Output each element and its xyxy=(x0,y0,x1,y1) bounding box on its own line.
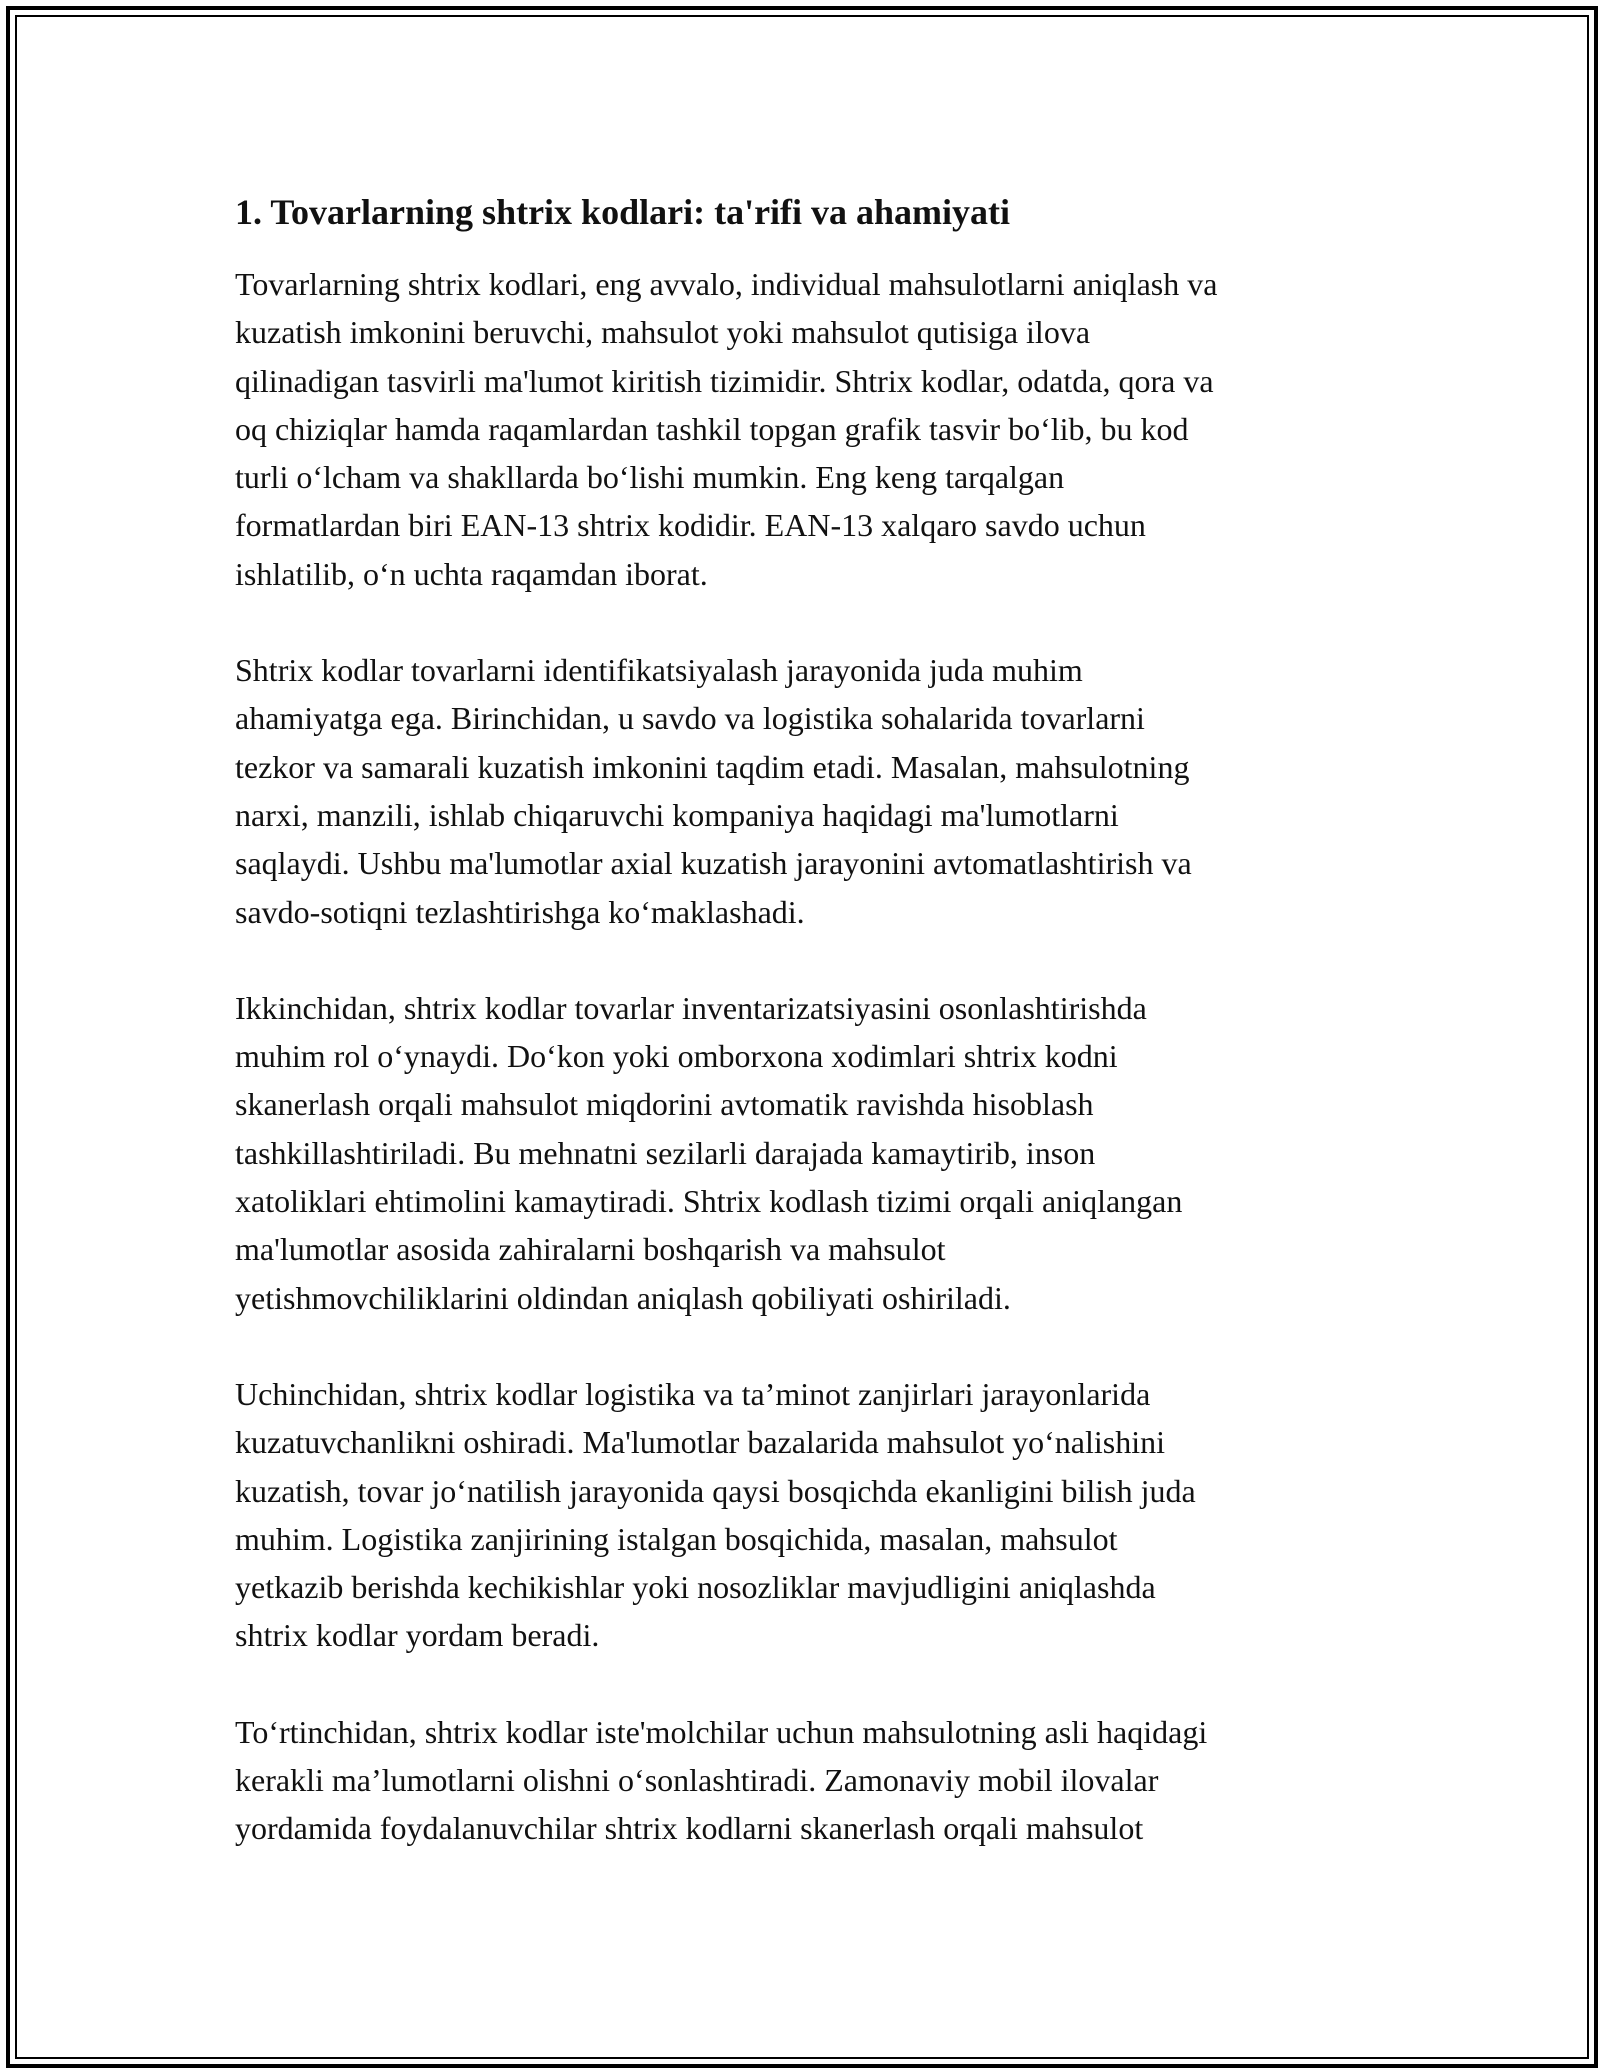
paragraph-2 xyxy=(235,646,1375,936)
document-body xyxy=(235,186,1375,1901)
paragraph-5 xyxy=(235,1708,1375,1853)
text-line: xatoliklari ehtimolini kamaytiradi. Shtrix kodlash tizimi orqali aniqlangan xyxy=(235,1183,1183,1220)
text-line: qilinadigan tasvirli ma'lumot kiritish tizimidir. Shtrix kodlar, odatda, qora va xyxy=(235,362,1214,399)
text-line: narxi, manzili, ishlab chiqaruvchi kompaniya haqidagi ma'lumotlarni xyxy=(235,796,1119,833)
text-line: savdo-sotiqni tezlashtirishga ko‘maklashadi. xyxy=(235,893,805,930)
text-line: muhim rol o‘ynaydi. Do‘kon yoki omborxona xodimlari shtrix kodni xyxy=(235,1038,1118,1075)
text-line: Uchinchidan, shtrix kodlar logistika va ta’minot zanjirlari jarayonlarida xyxy=(235,1375,1151,1412)
text-line: ishlatilib, o‘n uchta raqamdan iborat. xyxy=(235,555,708,592)
paragraph-4 xyxy=(235,1370,1375,1660)
text-line: oq chiziqlar hamda raqamlardan tashkil topgan grafik tasvir bo‘lib, bu kod xyxy=(235,410,1189,447)
text-line: yetishmovchiliklarini oldindan aniqlash qobiliyati oshiriladi. xyxy=(235,1279,1011,1316)
text-line: Ikkinchidan, shtrix kodlar tovarlar inventarizatsiyasini osonlashtirishda xyxy=(235,989,1147,1026)
text-line: kuzatuvchanlikni oshiradi. Ma'lumotlar bazalarida mahsulot yo‘nalishini xyxy=(235,1424,1165,1461)
text-line: yetkazib berishda kechikishlar yoki nosozliklar mavjudligini aniqlashda xyxy=(235,1569,1156,1606)
text-line: muhim. Logistika zanjirining istalgan bosqichida, masalan, mahsulot xyxy=(235,1520,1118,1557)
text-line: turli o‘lcham va shakllarda bo‘lishi mumkin. Eng keng tarqalgan xyxy=(235,459,1065,496)
text-line: formatlardan biri EAN-13 shtrix kodidir. EAN-13 xalqaro savdo uchun xyxy=(235,507,1146,544)
text-line: skanerlash orqali mahsulot miqdorini avtomatik ravishda hisoblash xyxy=(235,1086,1094,1123)
text-line: kerakli ma’lumotlarni olishni o‘sonlashtiradi. Zamonaviy mobil ilovalar xyxy=(235,1762,1159,1799)
text-line: Shtrix kodlar tovarlarni identifikatsiyalash jarayonida juda muhim xyxy=(235,652,1083,689)
text-line: shtrix kodlar yordam beradi. xyxy=(235,1617,600,1654)
text-line: tashkillashtiriladi. Bu mehnatni sezilarli darajada kamaytirib, inson xyxy=(235,1134,1096,1171)
paragraph-3 xyxy=(235,984,1375,1322)
paragraph-1 xyxy=(235,260,1375,598)
text-line: To‘rtinchidan, shtrix kodlar iste'molchilar uchun mahsulotning asli haqidagi xyxy=(235,1713,1208,1750)
text-line: tezkor va samarali kuzatish imkonini taqdim etadi. Masalan, mahsulotning xyxy=(235,748,1190,785)
text-line: Tovarlarning shtrix kodlari, eng avvalo, individual mahsulotlarni aniqlash va xyxy=(235,266,1218,302)
text-line: ma'lumotlar asosida zahiralarni boshqarish va mahsulot xyxy=(235,1231,946,1268)
section-heading: 1. Tovarlarning shtrix kodlari: ta'rifi va ahamiyati xyxy=(235,192,1011,232)
text-line: ahamiyatga ega. Birinchidan, u savdo va logistika sohalarida tovarlarni xyxy=(235,700,1145,737)
text-line: yordamida foydalanuvchilar shtrix kodlarni skanerlash orqali mahsulot xyxy=(235,1810,1144,1847)
text-line: kuzatish imkonini beruvchi, mahsulot yoki mahsulot qutisiga ilova xyxy=(235,314,1091,351)
text-line: saqlaydi. Ushbu ma'lumotlar axial kuzatish jarayonini avtomatlashtirish va xyxy=(235,845,1192,882)
text-line: kuzatish, tovar jo‘natilish jarayonida qaysi bosqichda ekanligini bilish juda xyxy=(235,1472,1196,1509)
paragraphs-container xyxy=(235,260,1375,1853)
